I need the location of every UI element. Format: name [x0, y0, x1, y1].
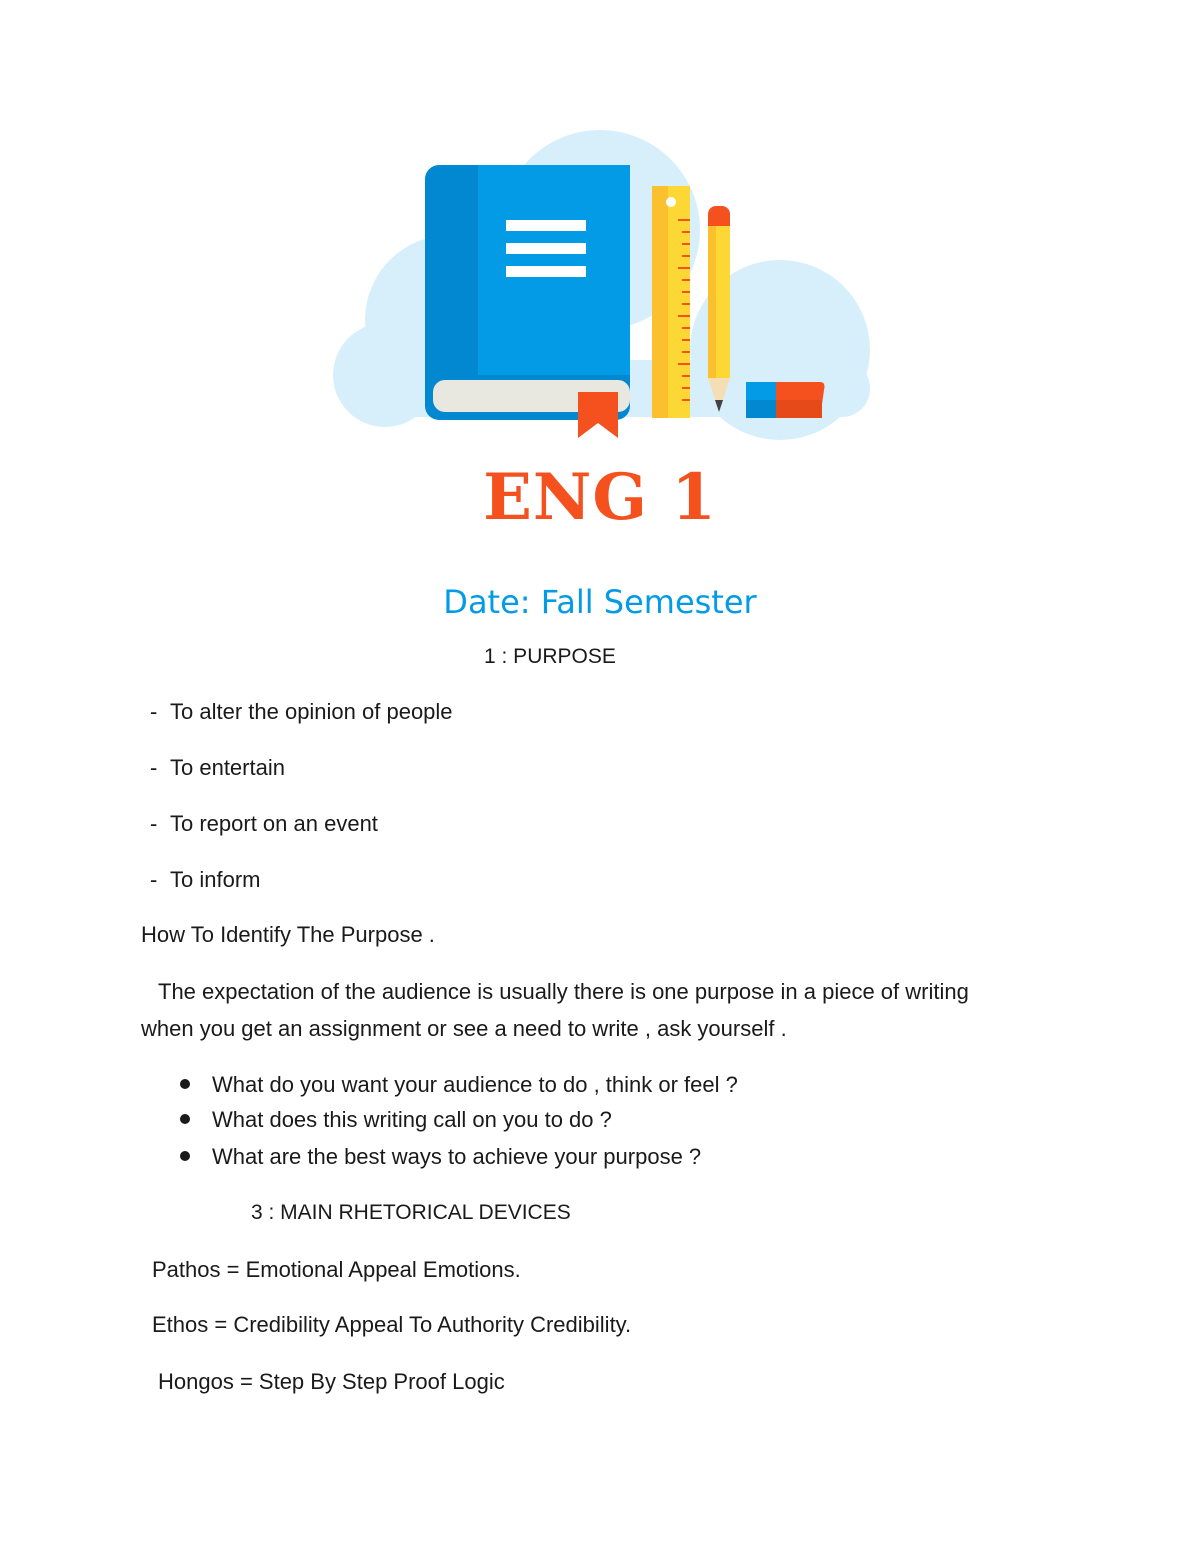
ruler-icon: [652, 186, 690, 418]
identify-heading: How To Identify The Purpose .: [141, 922, 435, 947]
eraser-icon: [746, 382, 825, 418]
bullet-icon: [180, 1079, 190, 1089]
bullet-icon: [180, 1151, 190, 1161]
book-ruler-pencil-eraser-icon: [320, 120, 880, 450]
dash-marker: -: [150, 867, 158, 892]
header-illustration: [320, 120, 880, 450]
question-text: What do you want your audience to do , think or feel ?: [212, 1072, 738, 1097]
course-title: ENG 1: [483, 460, 717, 535]
purpose-item-text: To report on an event: [170, 811, 378, 836]
book-icon: [425, 165, 630, 438]
device-definition: Hongos = Step By Step Proof Logic: [158, 1369, 505, 1394]
purpose-item-text: To inform: [170, 867, 261, 892]
purpose-list-item: [150, 753, 285, 783]
identify-paragraph-line: The expectation of the audience is usually there is one purpose in a piece of writing: [158, 979, 969, 1004]
question-text: What does this writing call on you to do ?: [212, 1107, 612, 1132]
purpose-item-text: To entertain: [170, 755, 285, 780]
dash-marker: -: [150, 699, 158, 724]
identify-paragraph-line: when you get an assignment or see a need to write , ask yourself .: [141, 1016, 787, 1041]
bullet-icon: [180, 1114, 190, 1124]
dash-marker: -: [150, 755, 158, 780]
dash-marker: -: [150, 811, 158, 836]
question-list-item: [180, 1105, 612, 1135]
question-list-item: [180, 1070, 738, 1100]
date-line: Date: Fall Semester: [443, 583, 757, 621]
purpose-list-item: [150, 865, 260, 895]
device-definition: Pathos = Emotional Appeal Emotions.: [152, 1257, 521, 1282]
purpose-list-item: [150, 809, 378, 839]
purpose-item-text: To alter the opinion of people: [170, 699, 453, 724]
purpose-list-item: [150, 697, 453, 727]
question-text: What are the best ways to achieve your purpose ?: [212, 1144, 702, 1169]
device-definition: Ethos = Credibility Appeal To Authority Credibility.: [152, 1312, 632, 1337]
question-list-item: [180, 1142, 701, 1172]
section-heading-purpose: 1 : PURPOSE: [484, 645, 616, 668]
pencil-icon: [708, 206, 730, 412]
section-heading-rhetorical-devices: 3 : MAIN RHETORICAL DEVICES: [251, 1201, 571, 1224]
